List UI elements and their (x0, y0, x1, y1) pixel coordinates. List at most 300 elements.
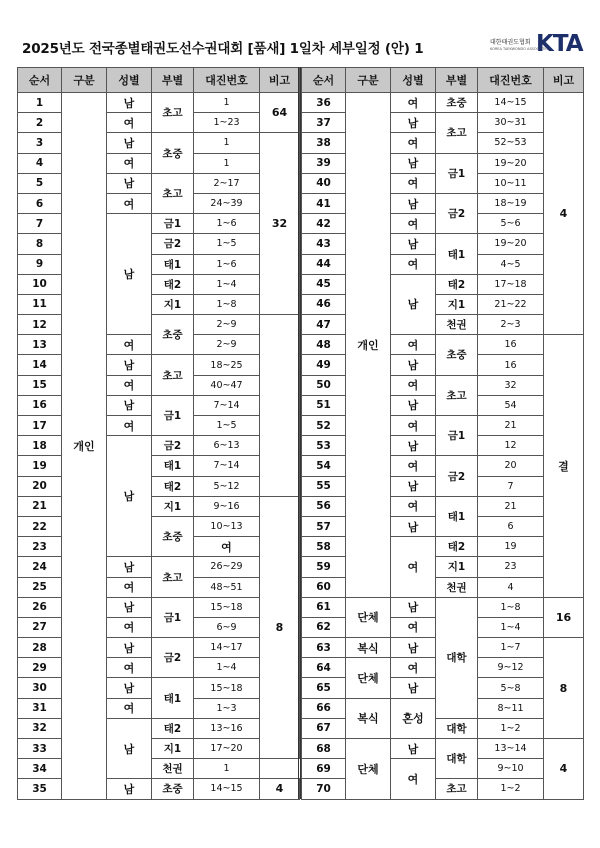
gender-cell: 남 (107, 557, 152, 577)
gender-cell: 여 (391, 254, 436, 274)
table-row (302, 335, 584, 355)
table-row (18, 395, 300, 415)
bracket-cell: 21 (478, 496, 544, 516)
order-number: 13 (18, 335, 62, 355)
gender-cell: 남 (391, 597, 436, 617)
category-cell: 태2 (152, 476, 194, 496)
gender-cell: 남 (391, 638, 436, 658)
bracket-cell: 1~4 (194, 658, 260, 678)
gender-cell: 여 (391, 133, 436, 153)
bracket-cell: 7 (478, 476, 544, 496)
table-row (302, 416, 584, 436)
order-number: 64 (302, 658, 346, 678)
bracket-cell: 1~8 (194, 294, 260, 314)
category-cell: 금2 (152, 638, 194, 678)
order-number: 30 (18, 678, 62, 698)
order-number: 23 (18, 537, 62, 557)
order-number: 65 (302, 678, 346, 698)
bracket-cell: 19~20 (478, 234, 544, 254)
category-cell: 태2 (152, 274, 194, 294)
table-row (302, 557, 584, 577)
category-cell: 대학 (436, 739, 478, 779)
gender-cell: 남 (391, 739, 436, 759)
table-row (302, 274, 584, 294)
header-gender: 성별 (107, 68, 152, 93)
category-cell: 초고 (152, 355, 194, 395)
note-cell: 16 (544, 597, 584, 637)
table-row (302, 153, 584, 173)
bracket-cell: 26~29 (194, 557, 260, 577)
note-cell: 64 (260, 93, 300, 133)
division-cell: 복식 (346, 638, 391, 658)
bracket-cell: 9~12 (478, 658, 544, 678)
bracket-cell: 1~5 (194, 234, 260, 254)
gender-cell: 여 (107, 577, 152, 597)
note-cell: 4 (544, 93, 584, 335)
order-number: 15 (18, 375, 62, 395)
order-number: 44 (302, 254, 346, 274)
category-cell: 금2 (152, 436, 194, 456)
gender-cell: 여 (391, 759, 436, 799)
gender-cell: 남 (391, 436, 436, 456)
order-number: 18 (18, 436, 62, 456)
gender-cell: 여 (107, 113, 152, 133)
category-cell: 초중 (436, 93, 478, 113)
order-number: 14 (18, 355, 62, 375)
gender-cell: 여 (391, 496, 436, 516)
order-number: 39 (302, 153, 346, 173)
header-division: 구분 (346, 68, 391, 93)
category-cell: 초고 (152, 93, 194, 133)
gender-cell: 여 (194, 537, 260, 557)
order-number: 48 (302, 335, 346, 355)
gender-cell: 여 (391, 375, 436, 395)
header-row (18, 68, 300, 93)
bracket-cell: 6~9 (194, 617, 260, 637)
division-cell: 개인 (346, 93, 391, 598)
order-number: 36 (302, 93, 346, 113)
schedule-table-right (301, 67, 584, 800)
order-number: 45 (302, 274, 346, 294)
category-cell: 지1 (436, 557, 478, 577)
category-cell: 천권 (436, 315, 478, 335)
gender-cell: 여 (391, 173, 436, 193)
bracket-cell: 48~51 (194, 577, 260, 597)
division-cell: 개인 (62, 93, 107, 800)
category-cell: 금1 (436, 416, 478, 456)
category-cell: 금1 (152, 597, 194, 637)
table-row (18, 739, 300, 759)
note-cell: 8 (544, 638, 584, 739)
bracket-cell: 1 (194, 133, 260, 153)
bracket-cell: 1~2 (478, 779, 544, 799)
table-row (18, 496, 300, 516)
table-row (302, 93, 584, 113)
order-number: 16 (18, 395, 62, 415)
category-cell: 대학 (436, 718, 478, 738)
table-row (302, 597, 584, 617)
category-cell: 금1 (436, 153, 478, 193)
bracket-cell: 1~8 (478, 597, 544, 617)
gender-cell: 여 (391, 416, 436, 436)
gender-cell: 여 (391, 93, 436, 113)
bracket-cell: 7~14 (194, 456, 260, 476)
order-number: 37 (302, 113, 346, 133)
category-cell: 태1 (152, 254, 194, 274)
bracket-cell: 18~25 (194, 355, 260, 375)
bracket-cell: 1~6 (194, 214, 260, 234)
order-number: 68 (302, 739, 346, 759)
bracket-cell: 2~3 (478, 315, 544, 335)
bracket-cell: 20 (478, 456, 544, 476)
table-row (302, 315, 584, 335)
order-number: 4 (18, 153, 62, 173)
bracket-cell: 1~3 (194, 698, 260, 718)
bracket-cell: 16 (478, 335, 544, 355)
table-row (18, 133, 300, 153)
bracket-cell: 23 (478, 557, 544, 577)
gender-cell: 남 (107, 355, 152, 375)
header-note: 비고 (544, 68, 584, 93)
order-number: 63 (302, 638, 346, 658)
order-number: 11 (18, 294, 62, 314)
association-name: 대한태권도협회 KOREA TAEKWONDO ASSOCIATION (490, 39, 551, 51)
bracket-cell: 1~6 (194, 254, 260, 274)
gender-cell: 남 (391, 355, 436, 375)
order-number: 32 (18, 718, 62, 738)
category-cell: 금1 (152, 214, 194, 234)
category-cell: 지1 (436, 294, 478, 314)
gender-cell: 여 (107, 698, 152, 718)
order-number: 7 (18, 214, 62, 234)
table-row (302, 113, 584, 133)
bracket-cell: 54 (478, 395, 544, 415)
bracket-cell: 1~2 (478, 718, 544, 738)
table-row (302, 234, 584, 254)
table-row (302, 456, 584, 476)
note-cell: 4 (544, 739, 584, 800)
order-number: 49 (302, 355, 346, 375)
order-number: 67 (302, 718, 346, 738)
order-number: 52 (302, 416, 346, 436)
header-order: 순서 (302, 68, 346, 93)
order-number: 3 (18, 133, 62, 153)
table-row (302, 779, 584, 799)
table-row (302, 496, 584, 516)
category-cell: 천권 (152, 759, 194, 779)
gender-cell: 남 (391, 113, 436, 133)
bracket-cell: 32 (478, 375, 544, 395)
bracket-cell: 19 (478, 537, 544, 557)
order-number: 43 (302, 234, 346, 254)
category-cell: 태2 (436, 537, 478, 557)
order-number: 70 (302, 779, 346, 799)
order-number: 21 (18, 496, 62, 516)
category-cell: 금2 (436, 193, 478, 233)
order-number: 50 (302, 375, 346, 395)
category-cell: 초고 (436, 113, 478, 153)
gender-cell: 남 (391, 516, 436, 536)
category-cell: 태2 (152, 718, 194, 738)
category-cell: 태1 (436, 496, 478, 536)
gender-cell: 여 (391, 214, 436, 234)
bracket-cell: 1~4 (478, 617, 544, 637)
division-cell: 복식 (346, 698, 391, 738)
header-bracket: 대진번호 (478, 68, 544, 93)
bracket-cell: 14~15 (478, 93, 544, 113)
bracket-cell: 1 (194, 759, 260, 779)
bracket-cell: 12 (478, 436, 544, 456)
division-cell: 단체 (346, 597, 391, 637)
order-number: 25 (18, 577, 62, 597)
gender-cell: 남 (107, 214, 152, 335)
order-number: 66 (302, 698, 346, 718)
table-row (18, 456, 300, 476)
category-cell: 금2 (152, 234, 194, 254)
note-cell: 4 (260, 779, 300, 799)
order-number: 8 (18, 234, 62, 254)
order-number: 33 (18, 739, 62, 759)
gender-cell: 여 (391, 335, 436, 355)
bracket-cell: 13~14 (478, 739, 544, 759)
bracket-cell: 30~31 (478, 113, 544, 133)
table-row (18, 234, 300, 254)
gender-cell: 여 (391, 456, 436, 476)
gender-cell: 남 (107, 395, 152, 415)
order-number: 19 (18, 456, 62, 476)
gender-cell: 여 (391, 617, 436, 637)
bracket-cell: 1~5 (194, 416, 260, 436)
header-note: 비고 (260, 68, 300, 93)
order-number: 2 (18, 113, 62, 133)
bracket-cell: 7~14 (194, 395, 260, 415)
order-number: 59 (302, 557, 346, 577)
order-number: 20 (18, 476, 62, 496)
bracket-cell: 13~16 (194, 718, 260, 738)
gender-cell: 여 (391, 537, 436, 598)
bracket-cell: 17~20 (194, 739, 260, 759)
order-number: 40 (302, 173, 346, 193)
category-cell: 초고 (152, 557, 194, 597)
table-row (18, 294, 300, 314)
bracket-cell: 18~19 (478, 193, 544, 213)
order-number: 12 (18, 315, 62, 335)
order-number: 9 (18, 254, 62, 274)
bracket-cell: 9~16 (194, 496, 260, 516)
bracket-cell: 8~11 (478, 698, 544, 718)
table-row (18, 476, 300, 496)
bracket-cell: 1 (194, 93, 260, 113)
category-cell: 초중 (436, 335, 478, 375)
order-number: 5 (18, 173, 62, 193)
gender-cell: 남 (391, 153, 436, 173)
bracket-cell: 5~8 (478, 678, 544, 698)
table-row (18, 93, 300, 113)
bracket-cell: 2~9 (194, 335, 260, 355)
gender-cell: 남 (107, 133, 152, 153)
gender-cell: 여 (107, 193, 152, 213)
category-cell: 천권 (436, 577, 478, 597)
bracket-cell: 4~5 (478, 254, 544, 274)
bracket-cell: 40~47 (194, 375, 260, 395)
gender-cell: 남 (107, 93, 152, 113)
order-number: 54 (302, 456, 346, 476)
gender-cell: 여 (107, 416, 152, 436)
category-cell: 초중 (152, 133, 194, 173)
order-number: 24 (18, 557, 62, 577)
page-title: 2025년도 전국종별태권도선수권대회 [품새] 1일차 세부일정 (안) 1 (22, 41, 424, 57)
order-number: 38 (302, 133, 346, 153)
order-number: 60 (302, 577, 346, 597)
order-number: 35 (18, 779, 62, 799)
order-number: 29 (18, 658, 62, 678)
category-cell: 초중 (152, 315, 194, 355)
gender-cell: 남 (391, 395, 436, 415)
order-number: 61 (302, 597, 346, 617)
header-gender: 성별 (391, 68, 436, 93)
bracket-cell: 1~23 (194, 113, 260, 133)
bracket-cell: 21 (478, 416, 544, 436)
gender-cell: 남 (107, 779, 152, 799)
category-cell: 금2 (436, 456, 478, 496)
order-number: 51 (302, 395, 346, 415)
bracket-cell: 4 (478, 577, 544, 597)
bracket-cell: 1~7 (478, 638, 544, 658)
category-cell: 지1 (152, 739, 194, 759)
table-row (18, 557, 300, 577)
order-number: 10 (18, 274, 62, 294)
gender-cell: 여 (391, 658, 436, 678)
table-row (18, 759, 300, 779)
order-number: 28 (18, 638, 62, 658)
gender-cell: 남 (107, 638, 152, 658)
bracket-cell: 9~10 (478, 759, 544, 779)
gender-cell: 혼성 (391, 698, 436, 738)
category-cell: 초중 (152, 779, 194, 799)
table-row (18, 173, 300, 193)
gender-cell: 남 (107, 678, 152, 698)
bracket-cell: 10~13 (194, 516, 260, 536)
order-number: 56 (302, 496, 346, 516)
table-row (302, 718, 584, 738)
table-row (18, 436, 300, 456)
category-cell: 초중 (152, 516, 194, 556)
table-row (18, 355, 300, 375)
bracket-cell: 19~20 (478, 153, 544, 173)
table-row (18, 315, 300, 335)
order-number: 42 (302, 214, 346, 234)
category-cell: 금1 (152, 395, 194, 435)
table-row (302, 375, 584, 395)
bracket-cell: 2~17 (194, 173, 260, 193)
order-number: 22 (18, 516, 62, 536)
table-row (302, 577, 584, 597)
header-category: 부별 (436, 68, 478, 93)
gender-cell: 남 (107, 436, 152, 557)
order-number: 46 (302, 294, 346, 314)
note-cell: 결 (544, 335, 584, 597)
order-number: 69 (302, 759, 346, 779)
bracket-cell: 14~15 (194, 779, 260, 799)
bracket-cell: 6~13 (194, 436, 260, 456)
gender-cell: 여 (107, 335, 152, 355)
bracket-cell: 6 (478, 516, 544, 536)
order-number: 26 (18, 597, 62, 617)
bracket-cell: 5~6 (478, 214, 544, 234)
table-row (18, 274, 300, 294)
bracket-cell: 17~18 (478, 274, 544, 294)
bracket-cell: 15~18 (194, 597, 260, 617)
gender-cell: 여 (107, 658, 152, 678)
gender-cell: 남 (107, 597, 152, 617)
category-cell: 지1 (152, 294, 194, 314)
schedule-table-left (17, 67, 300, 800)
gender-cell: 남 (391, 678, 436, 698)
bracket-cell: 2~9 (194, 315, 260, 335)
bracket-cell: 1~4 (194, 274, 260, 294)
order-number: 55 (302, 476, 346, 496)
table-row (18, 678, 300, 698)
category-cell: 초고 (436, 375, 478, 415)
gender-cell: 여 (107, 153, 152, 173)
table-row (302, 739, 584, 759)
category-cell: 지1 (152, 496, 194, 516)
kta-logo (490, 31, 582, 61)
table-row (302, 537, 584, 557)
bracket-cell: 14~17 (194, 638, 260, 658)
table-row (18, 779, 300, 799)
table-row (18, 214, 300, 234)
kta-mark: KTA (536, 31, 583, 57)
bracket-cell: 1 (194, 153, 260, 173)
order-number: 62 (302, 617, 346, 637)
order-number: 41 (302, 193, 346, 213)
bracket-cell: 16 (478, 355, 544, 375)
bracket-cell: 21~22 (478, 294, 544, 314)
gender-cell: 남 (391, 274, 436, 335)
bracket-cell: 24~39 (194, 193, 260, 213)
category-cell: 초고 (152, 173, 194, 213)
table-row (302, 294, 584, 314)
bracket-cell: 10~11 (478, 173, 544, 193)
category-cell: 태1 (152, 678, 194, 718)
category-cell: 태1 (436, 234, 478, 274)
table-row (18, 638, 300, 658)
table-row (302, 193, 584, 213)
header-bracket: 대진번호 (194, 68, 260, 93)
table-row (18, 597, 300, 617)
order-number: 27 (18, 617, 62, 637)
gender-cell: 남 (391, 193, 436, 213)
gender-cell: 남 (107, 718, 152, 779)
order-number: 6 (18, 193, 62, 213)
gender-cell: 여 (107, 617, 152, 637)
order-number: 47 (302, 315, 346, 335)
category-cell: 초고 (436, 779, 478, 799)
order-number: 31 (18, 698, 62, 718)
order-number: 34 (18, 759, 62, 779)
table-row (18, 718, 300, 738)
header-division: 구분 (62, 68, 107, 93)
table-row (18, 254, 300, 274)
category-cell: 태2 (436, 274, 478, 294)
gender-cell: 남 (107, 173, 152, 193)
header-row (302, 68, 584, 93)
order-number: 58 (302, 537, 346, 557)
division-cell: 단체 (346, 658, 391, 698)
order-number: 53 (302, 436, 346, 456)
gender-cell: 남 (391, 476, 436, 496)
